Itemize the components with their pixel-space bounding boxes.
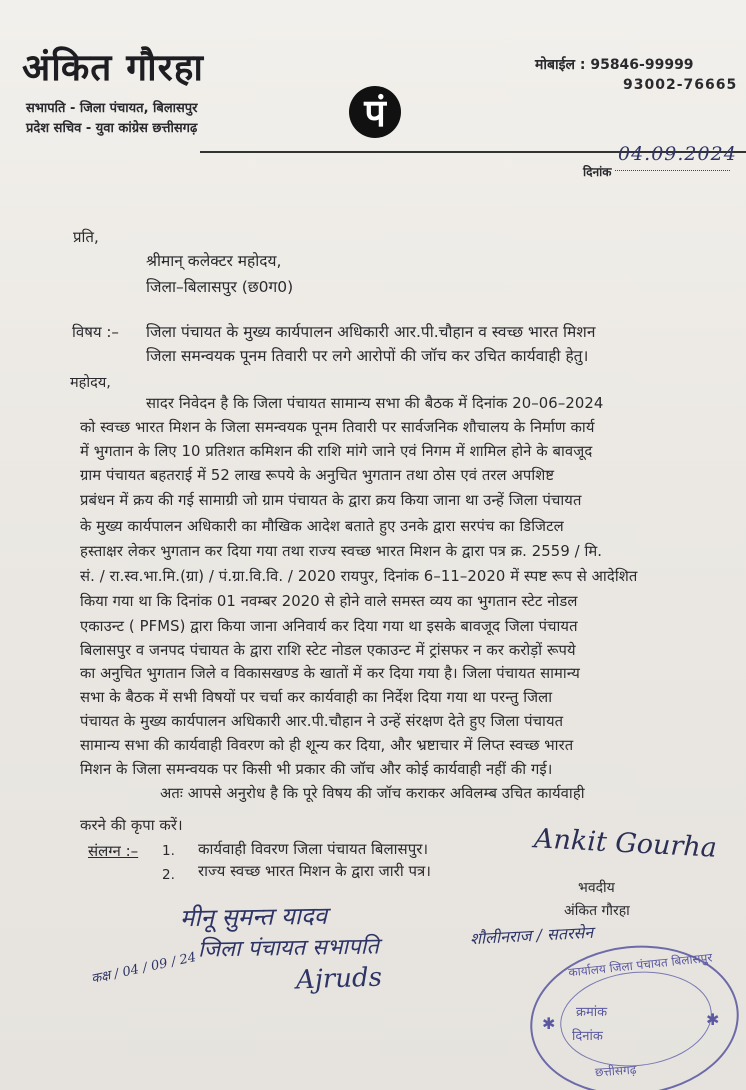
stamp-star-icon: ✱ — [706, 1010, 720, 1029]
stamp-title: कार्यालय जिला पंचायत बिलासपुर — [567, 950, 713, 980]
body-line: ग्राम पंचायत बहतराई में 52 लाख रूपये के अनुचित भुगतान तथा ठोस एवं तरल अपशिष्ट — [80, 467, 555, 484]
designation-2: प्रदेश सचिव - युवा कांग्रेस छत्तीसगढ़ — [26, 121, 198, 136]
body-line: अतः आपसे अनुरोध है कि पूरे विषय की जॉच कराकर अविलम्ब उचित कार्यवाही — [160, 785, 585, 802]
handwritten-line-1: मीनू सुमन्त यादव — [179, 901, 328, 933]
signer-name: अंकित गौरहा — [564, 903, 630, 919]
body-line: सभा के बैठक में सभी विषयों पर चर्चा कर कार्यवाही का निर्देश दिया गया था परन्तु जिला — [80, 689, 553, 706]
party-logo — [349, 86, 401, 138]
prati: प्रति, — [73, 228, 99, 246]
enclosure-label: संलग्न :– — [88, 842, 139, 860]
body-line: में भुगतान के लिए 10 प्रतिशत कमिशन की राशि मांगे जाने एवं निगम में शामिल होने के बावजूद — [80, 443, 593, 460]
subject-label: विषय :– — [72, 323, 119, 341]
body-line: एकाउन्ट ( PFMS) द्वारा किया जाना अनिवार्य कर दिया गया था इसके बावजूद जिला पंचायत — [80, 618, 578, 635]
body-line: किया गया था कि दिनांक 01 नवम्बर 2020 से होने वाले समस्त व्यय का भुगतान स्टेट नोडल — [80, 593, 578, 610]
mobile-number-1: मोबाईल : 95846-99999 — [535, 57, 694, 73]
mobile-number-2: 93002-76665 — [623, 77, 738, 93]
handwritten-left-note: कक्ष / 04 / 09 / 24 — [89, 950, 198, 987]
subject-line-1: जिला पंचायत के मुख्य कार्यपालन अधिकारी आर.पी.चौहान व स्वच्छ भारत मिशन — [146, 323, 596, 341]
stamp-star-icon: ✱ — [542, 1014, 556, 1033]
body-line: सामान्य सभा की कार्यवाही विवरण को ही शून्य कर दिया, और भ्रष्टाचार में लिप्त स्वच्छ भारत — [80, 737, 574, 754]
body-line: को स्वच्छ भारत मिशन के जिला समन्वयक पूनम तिवारी पर सार्वजनिक शौचालय के निर्माण कार्य — [80, 419, 595, 436]
salutation: महोदय, — [70, 375, 111, 391]
body-line: के मुख्य कार्यपालन अधिकारी का मौखिक आदेश बताते हुए उनके द्वारा सरपंच का डिजिटल — [80, 518, 564, 535]
date-label: दिनांक — [583, 165, 612, 179]
letterhead-name: अंकित गौरहा — [22, 45, 205, 89]
signature: Ankit Gourha — [533, 823, 718, 864]
enclosure-num-2: 2. — [162, 867, 175, 883]
body-line: सं. / रा.स्व.भा.मि.(ग्रा) / पं.ग्रा.वि.वि. / 2020 रायपुर, दिनांक 6–11–2020 में स्पष्ट रूप से आदेशित — [80, 568, 638, 585]
handwritten-line-4: Ajruds — [295, 962, 383, 996]
stamp-kramank: क्रमांक — [576, 1005, 608, 1020]
bhavdiya: भवदीय — [578, 880, 615, 896]
body-line: का अनुचित भुगतान जिले व विकासखण्ड के खातों में कर दिया गया है। जिला पंचायत सामान्य — [80, 665, 580, 682]
enclosure-item-2: राज्य स्वच्छ भारत मिशन के द्वारा जारी पत्र। — [198, 862, 431, 880]
subject-line-2: जिला समन्वयक पूनम तिवारी पर लगे आरोपों की जॉच कर उचित कार्यवाही हेतु। — [146, 347, 589, 365]
address-line-2: जिला–बिलासपुर (छ0ग0) — [146, 278, 294, 296]
body-line: करने की कृपा करें। — [80, 817, 183, 834]
date-underline — [615, 170, 730, 171]
handwritten-line-3: शौलीनराज / सतरसेन — [469, 922, 594, 949]
body-line: पंचायत के मुख्य कार्यपालन अधिकारी आर.पी.चौहान ने उन्हें संरक्षण देते हुए जिला पंचायत — [80, 713, 564, 730]
enclosure-item-1: कार्यवाही विवरण जिला पंचायत बिलासपुर। — [198, 840, 429, 858]
body-line: प्रबंधन में क्रय की गई सामाग्री जो ग्राम पंचायत के द्वारा क्रय किया जाना था उन्हें जिला पंचायत — [80, 492, 582, 509]
logo-letter: पं — [364, 91, 386, 135]
body-line: बिलासपुर व जनपद पंचायत के द्वारा राशि स्टेट नोडल एकाउन्ट में ट्रांसफर न कर करोड़ों रूपये — [80, 642, 576, 659]
body-line: हस्ताक्षर लेकर भुगतान कर दिया गया तथा राज्य स्वच्छ भारत मिशन के द्वारा पत्र क्र. 2559 / मि. — [80, 543, 603, 560]
body-line: सादर निवेदन है कि जिला पंचायत सामान्य सभा की बैठक में दिनांक 20–06–2024 — [146, 395, 604, 412]
stamp-bottom: छत्तीसगढ़ — [594, 1062, 637, 1080]
handwritten-line-2: जिला पंचायत सभापति — [197, 934, 380, 963]
date-value: 04.09.2024 — [618, 143, 737, 165]
address-line-1: श्रीमान् कलेक्टर महोदय, — [146, 252, 282, 270]
body-line: मिशन के जिला समन्वयक पर किसी भी प्रकार की जॉच और कोई कार्यवाही नहीं की गई। — [80, 761, 553, 778]
stamp-dinank: दिनांक — [572, 1029, 603, 1044]
designation-1: सभापति - जिला पंचायत, बिलासपुर — [26, 101, 198, 116]
enclosure-num-1: 1. — [162, 843, 175, 859]
